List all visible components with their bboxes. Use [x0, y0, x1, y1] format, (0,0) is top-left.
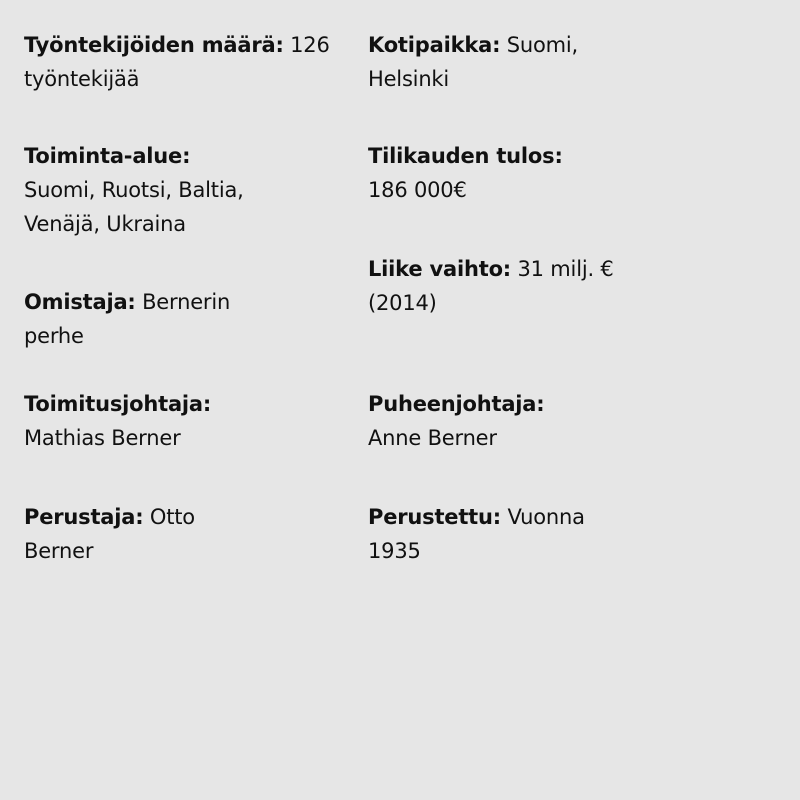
fact-domicile-label: Kotipaikka:: [368, 33, 501, 57]
fact-founded-label: Perustettu:: [368, 505, 501, 529]
fact-founded: [368, 500, 608, 568]
fact-chairperson: [368, 387, 608, 455]
fact-operating-area: [24, 139, 284, 241]
fact-ceo: [24, 387, 274, 455]
fact-owner: [24, 285, 264, 353]
fact-employees-label: Työntekijöiden määrä:: [24, 33, 284, 57]
fact-operating-area-value: Suomi, Ruotsi, Baltia, Venäjä, Ukraina: [24, 178, 244, 236]
fact-employees: [24, 28, 344, 96]
fact-chairperson-label: Puheenjohtaja:: [368, 392, 545, 416]
fact-founded-value: Vuonna 1935: [368, 505, 585, 563]
fact-ceo-value: Mathias Berner: [24, 426, 181, 450]
fact-founder-label: Perustaja:: [24, 505, 144, 529]
fact-employees-value: 126 työntekijää: [24, 33, 330, 91]
fact-domicile: [368, 28, 608, 96]
fact-turnover: [368, 252, 638, 320]
fact-founder: [24, 500, 224, 568]
fact-domicile-value: Suomi, Helsinki: [368, 33, 579, 91]
fact-turnover-label: Liike vaihto:: [368, 257, 512, 281]
fact-chairperson-value: Anne Berner: [368, 426, 497, 450]
fact-founder-value: Otto Berner: [24, 505, 195, 563]
fact-owner-value: Bernerin perhe: [24, 290, 231, 348]
fact-turnover-value: 31 milj. € (2014): [368, 257, 614, 315]
fact-fiscal-result-value: 186 000€: [368, 178, 467, 202]
fact-fiscal-result: [368, 139, 608, 207]
fact-fiscal-result-label: Tilikauden tulos:: [368, 144, 563, 168]
fact-operating-area-label: Toiminta-alue:: [24, 144, 191, 168]
fact-owner-label: Omistaja:: [24, 290, 136, 314]
fact-ceo-label: Toimitusjohtaja:: [24, 392, 212, 416]
